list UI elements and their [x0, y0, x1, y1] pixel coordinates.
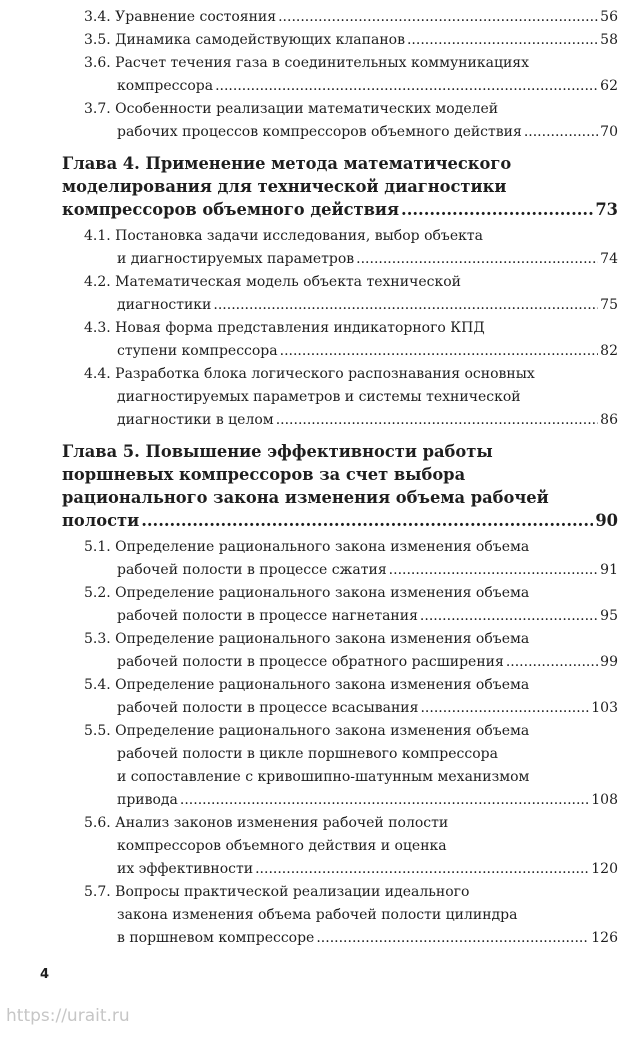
toc-chapter-entry [62, 152, 618, 221]
dot-leader [141, 509, 593, 532]
toc-entry-text: привода [117, 792, 178, 808]
toc-page-number: 58 [600, 32, 618, 48]
toc-section-entry [62, 812, 618, 881]
watermark-url: https://urait.ru [6, 1006, 130, 1026]
toc-section-entry [62, 881, 618, 950]
toc-entry-text: 5.6. Анализ законов изменения рабочей полости [84, 815, 449, 831]
toc-section-entry [62, 628, 618, 674]
toc-page-number: 99 [600, 654, 618, 670]
dot-leader [420, 605, 598, 628]
toc-entry-text: рабочих процессов компрессоров объемного действия [117, 124, 522, 140]
toc-entry-text: их эффективности [117, 861, 254, 877]
toc-entry-text: 3.7. Особенности реализации математических моделей [84, 101, 499, 117]
toc-entry-text: 5.4. Определение рационального закона изменения объема [84, 677, 530, 693]
toc-page-number: 95 [600, 608, 618, 624]
dot-leader [407, 29, 598, 52]
dot-leader [280, 340, 599, 363]
toc-page-number: 70 [600, 124, 618, 140]
toc-entry-text: и диагностируемых параметров [117, 251, 355, 267]
dot-leader [389, 559, 599, 582]
toc-page-number: 75 [600, 297, 618, 313]
toc-entry-text: 5.5. Определение рационального закона изменения объема [84, 723, 530, 739]
toc-section-entry [62, 317, 618, 363]
toc-section-entry [62, 363, 618, 432]
toc-entry-text: рабочей полости в процессе нагнетания [117, 608, 418, 624]
toc-section-entry [62, 98, 618, 144]
toc-entry-text: рабочей полости в цикле поршневого компрессора [117, 746, 498, 762]
toc-entry-text: 3.5. Динамика самодействующих клапанов [84, 32, 405, 48]
dot-leader [401, 198, 593, 221]
toc-entry-text: закона изменения объема рабочей полости цилиндра [117, 907, 518, 923]
dot-leader [255, 858, 589, 881]
toc-entry-text: и сопоставление с кривошипно-шатунным механизмом [117, 769, 530, 785]
toc-page-number: 56 [600, 9, 618, 25]
toc-entry-text: рабочей полости в процессе сжатия [117, 562, 387, 578]
toc-entry-text: компрессора [117, 78, 214, 94]
toc-page-number: 108 [591, 792, 618, 808]
toc-section-entry [62, 674, 618, 720]
dot-leader [180, 789, 589, 812]
toc-page-number: 103 [591, 700, 618, 716]
toc-page-number: 74 [600, 251, 618, 267]
toc-entry-text: диагностируемых параметров и системы технической [117, 389, 521, 405]
toc-section-entry [62, 52, 618, 98]
toc-page-number: 73 [595, 200, 618, 219]
toc-section-entry [62, 536, 618, 582]
table-of-contents [62, 6, 618, 950]
toc-entry-text: рационального закона изменения объема рабочей [62, 488, 549, 507]
toc-entry-text: диагностики в целом [117, 412, 274, 428]
toc-page-number: 86 [600, 412, 618, 428]
toc-entry-text: диагностики [117, 297, 212, 313]
toc-entry-text: рабочей полости в процессе обратного расширения [117, 654, 504, 670]
toc-section-entry [62, 271, 618, 317]
toc-page-number: 120 [591, 861, 618, 877]
toc-section-entry [62, 225, 618, 271]
toc-entry-text: компрессоров объемного действия [62, 200, 400, 219]
dot-leader [420, 697, 589, 720]
toc-entry-text: поршневых компрессоров за счет выбора [62, 465, 466, 484]
toc-page-number: 62 [600, 78, 618, 94]
dot-leader [213, 294, 598, 317]
toc-entry-text: 4.4. Разработка блока логического распознавания основных [84, 366, 535, 382]
dot-leader [316, 927, 589, 950]
toc-entry-text: 5.3. Определение рационального закона изменения объема [84, 631, 530, 647]
toc-entry-text: ступени компрессора [117, 343, 278, 359]
toc-section-entry [62, 720, 618, 812]
toc-entry-text: 5.1. Определение рационального закона изменения объема [84, 539, 530, 555]
toc-page-number: 126 [591, 930, 618, 946]
toc-entry-text: Глава 5. Повышение эффективности работы [62, 442, 493, 461]
toc-page-number: 82 [600, 343, 618, 359]
toc-entry-text: рабочей полости в процессе всасывания [117, 700, 419, 716]
toc-entry-text: 3.4. Уравнение состояния [84, 9, 277, 25]
dot-leader [356, 248, 598, 271]
dot-leader [215, 75, 598, 98]
dot-leader [524, 121, 598, 144]
toc-section-entry [62, 29, 618, 52]
toc-entry-text: компрессоров объемного действия и оценка [117, 838, 447, 854]
toc-entry-text: 5.7. Вопросы практической реализации идеального [84, 884, 470, 900]
toc-entry-text: 4.2. Математическая модель объекта технической [84, 274, 461, 290]
toc-entry-text: 5.2. Определение рационального закона изменения объема [84, 585, 530, 601]
toc-entry-text: Глава 4. Применение метода математического [62, 154, 512, 173]
dot-leader [276, 409, 598, 432]
toc-entry-text: моделирования для технической диагностики [62, 177, 507, 196]
toc-chapter-entry [62, 440, 618, 532]
dot-leader [506, 651, 598, 674]
toc-entry-text: в поршневом компрессоре [117, 930, 315, 946]
toc-section-entry [62, 6, 618, 29]
toc-page-number: 90 [595, 511, 618, 530]
toc-entry-text: 3.6. Расчет течения газа в соединительных коммуникациях [84, 55, 530, 71]
page-number: 4 [40, 967, 50, 982]
toc-section-entry [62, 582, 618, 628]
dot-leader [278, 6, 598, 29]
toc-entry-text: 4.3. Новая форма представления индикаторного КПД [84, 320, 485, 336]
toc-page-number: 91 [600, 562, 618, 578]
toc-entry-text: полости [62, 511, 140, 530]
toc-entry-text: 4.1. Постановка задачи исследования, выбор объекта [84, 228, 483, 244]
